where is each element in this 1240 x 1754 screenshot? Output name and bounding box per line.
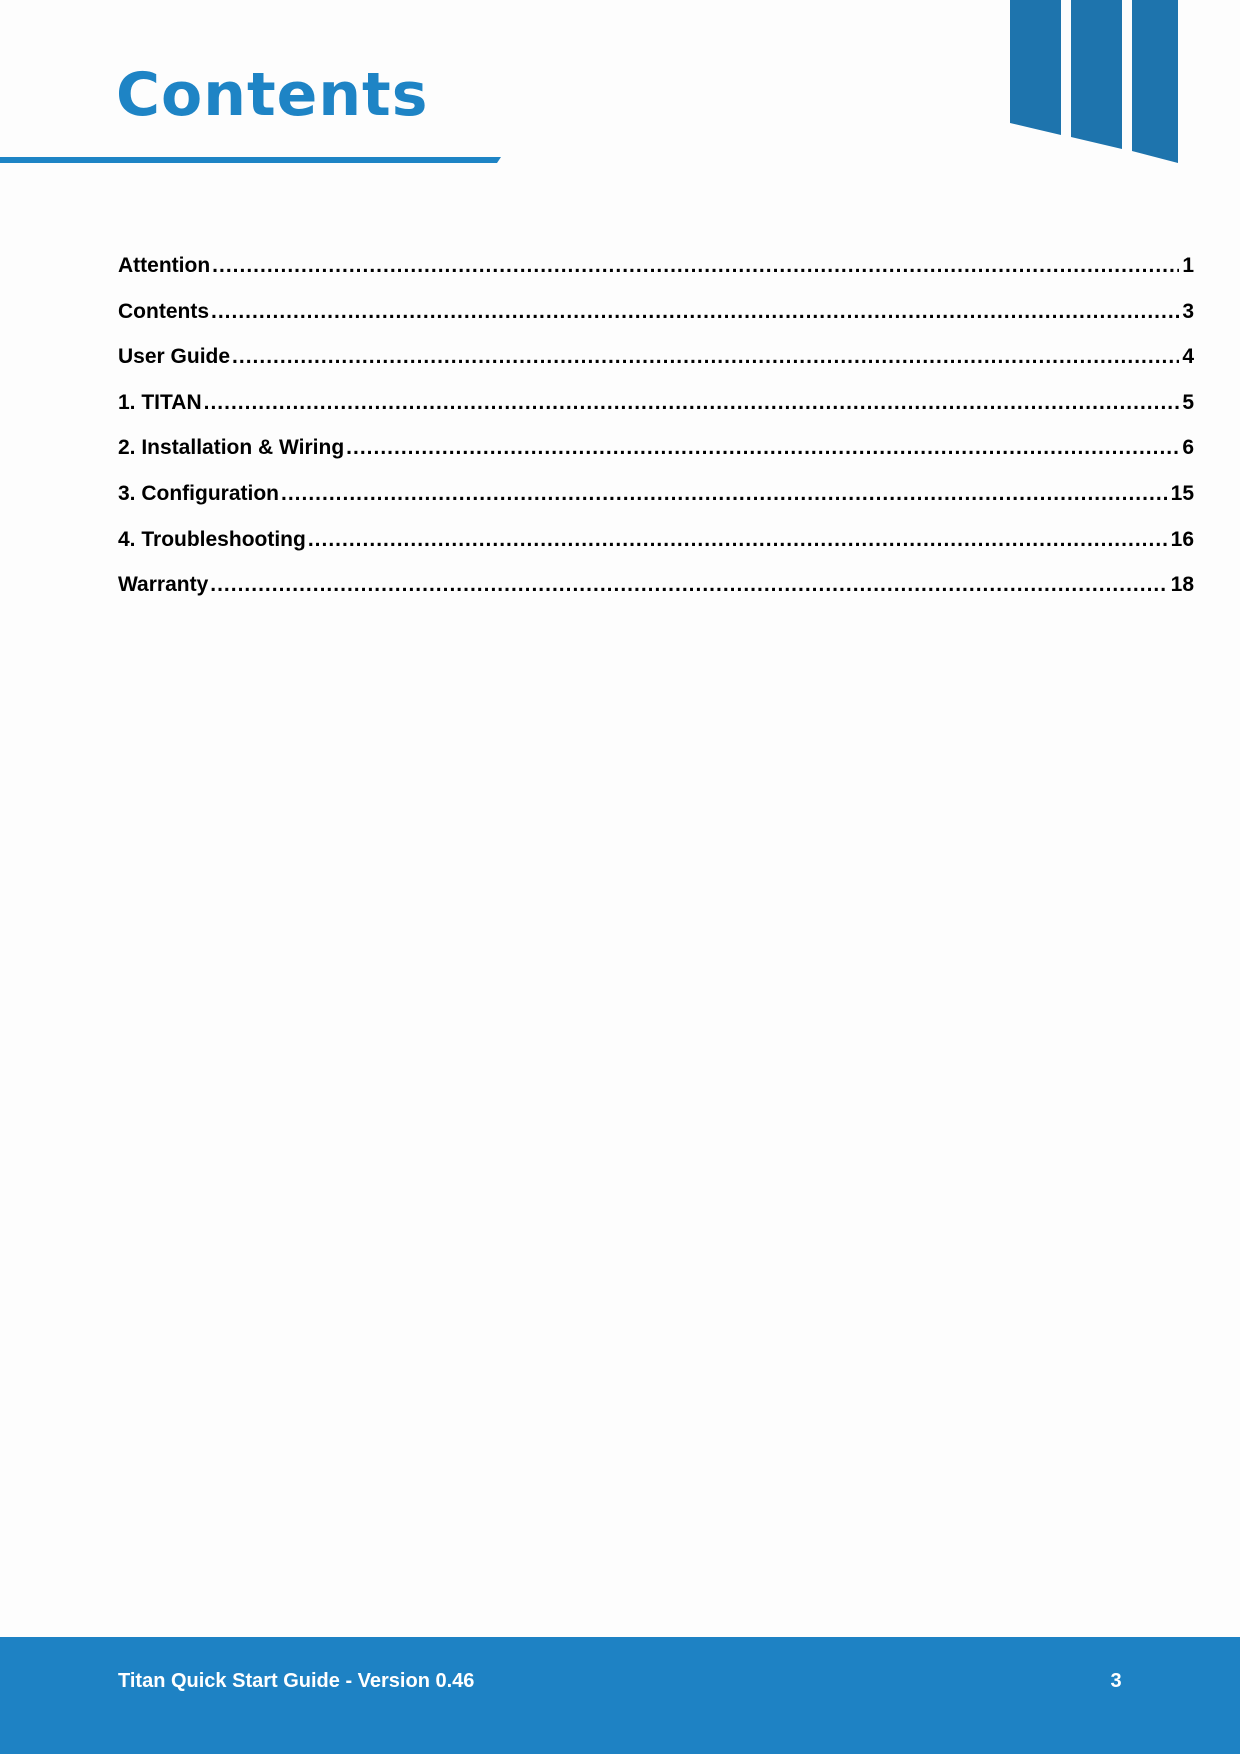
footer-page-number: 3: [1110, 1670, 1122, 1692]
title-underline: [0, 0, 502, 166]
toc-entry-configuration[interactable]: [118, 476, 1194, 522]
toc-dot-leader: [212, 248, 1179, 284]
toc-entry-label: 1. TITAN: [118, 390, 202, 414]
toc-entry-titan[interactable]: [118, 385, 1194, 431]
toc-dot-leader: [210, 567, 1167, 603]
footer-document-title: Titan Quick Start Guide - Version 0.46: [118, 1670, 475, 1692]
table-of-contents: [118, 248, 1194, 613]
toc-dot-leader: [211, 294, 1179, 330]
toc-entry-page: 16: [1170, 527, 1194, 551]
toc-entry-label: 2. Installation & Wiring: [118, 436, 345, 460]
toc-entry-warranty[interactable]: [118, 567, 1194, 613]
toc-entry-page: 3: [1182, 299, 1194, 323]
toc-entry-page: 18: [1170, 573, 1194, 597]
toc-entry-page: 1: [1182, 254, 1194, 277]
toc-entry-troubleshooting[interactable]: [118, 522, 1194, 568]
toc-entry-label: Attention: [118, 254, 211, 277]
toc-dot-leader: [346, 430, 1179, 466]
toc-entry-page: 6: [1182, 436, 1194, 460]
three-slanted-bars-logo-icon: [1008, 0, 1180, 166]
toc-entry-label: Warranty: [118, 573, 209, 597]
toc-entry-label: User Guide: [118, 345, 231, 369]
toc-dot-leader: [281, 476, 1168, 512]
toc-entry-attention[interactable]: [118, 248, 1194, 294]
page-title: Contents: [116, 60, 429, 130]
toc-entry-page: 4: [1182, 345, 1194, 369]
toc-entry-page: 15: [1170, 481, 1194, 505]
toc-entry-page: 5: [1182, 390, 1194, 414]
toc-dot-leader: [308, 522, 1168, 558]
toc-dot-leader: [232, 339, 1179, 375]
toc-entry-user-guide[interactable]: [118, 339, 1194, 385]
toc-entry-label: Contents: [118, 299, 209, 323]
toc-dot-leader: [204, 385, 1180, 421]
toc-entry-contents[interactable]: [118, 294, 1194, 340]
toc-entry-label: 4. Troubleshooting: [118, 527, 306, 551]
toc-entry-installation-wiring[interactable]: [118, 430, 1194, 476]
toc-entry-label: 3. Configuration: [118, 481, 279, 505]
